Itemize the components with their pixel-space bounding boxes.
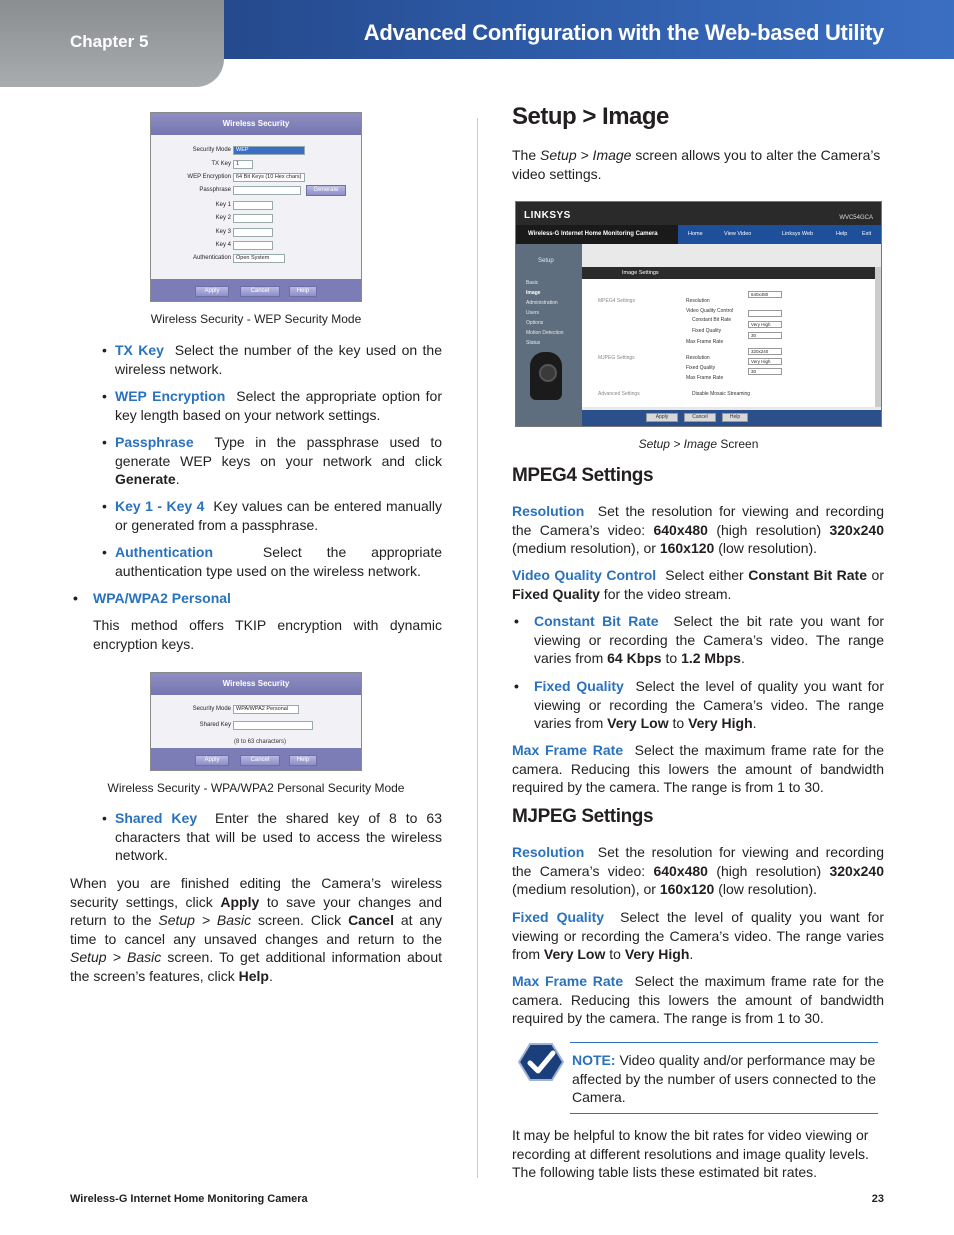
wep-passphrase-input[interactable] (233, 186, 301, 195)
lk-scrollbar[interactable] (875, 267, 881, 407)
mpeg4-res-t4: (low resolution). (714, 540, 818, 557)
final-t3: screen. Click (251, 912, 349, 929)
lk-product: Wireless-G Internet Home Monitoring Camera (516, 225, 678, 244)
wep-caption: Wireless Security - WEP Security Mode (150, 312, 362, 326)
page-number: 23 (871, 1193, 884, 1205)
setup-image-screenshot (515, 201, 882, 427)
wep-label-key2: Key 2 (215, 215, 231, 221)
bullet-cbr (514, 612, 885, 668)
wep-apply-button[interactable]: Apply (195, 286, 229, 297)
lk-label-cbr: Constant Bit Rate (692, 317, 732, 323)
final-t4: at any time to cancel any unsaved changes and return to the (70, 912, 443, 947)
bullet-keys (102, 497, 442, 534)
intro-paragraph (512, 146, 884, 183)
lk-side-users[interactable]: Users (526, 310, 540, 316)
bullet-wep-encryption (102, 387, 442, 424)
term-mfr: Max Frame Rate (512, 742, 624, 758)
fq-b2: Very High (688, 715, 753, 732)
wpa-apply-button[interactable]: Apply (195, 755, 229, 766)
bullet-authentication (102, 543, 443, 580)
term-mjpeg-resolution: Resolution (512, 844, 585, 860)
wep-key3-input[interactable] (233, 228, 273, 237)
mpeg4-res-b3: 160x120 (659, 540, 715, 557)
lk-resolution-select[interactable]: 640x480 (748, 291, 782, 298)
wep-label-wep-encryption: WEP Encryption (187, 174, 231, 180)
text-authentication: Select the appropriate authentication type used on the wireless network. (115, 544, 443, 579)
term-mjpeg-fq: Fixed Quality (512, 909, 605, 925)
lk-resolution-2-select[interactable]: 320x240 (748, 348, 782, 355)
term-shared-key: Shared Key (115, 810, 198, 826)
wpa-heading-item (73, 589, 442, 608)
fq-t3: . (752, 715, 757, 732)
note-block (572, 1051, 878, 1107)
lk-label-fq-2: Fixed Quality (686, 365, 716, 371)
final-t1: When you are finished editing the Camera’s wireless security settings, click (70, 875, 442, 910)
wep-encryption-select[interactable]: 64 Bit Keys (10 Hex chars) (233, 173, 305, 182)
cbr-t1: Select the bit rate you want for viewing or recording the Camera’s video. The range varies from (534, 613, 885, 667)
term-keys: Key 1 - Key 4 (115, 498, 205, 514)
wpa-shot-title: Wireless Security (151, 673, 361, 695)
lk-group-mjpeg: MJPEG Settings (598, 355, 635, 361)
final-paragraph (70, 874, 442, 986)
mjpeg-res-b1: 640x480 (653, 862, 708, 879)
lk-label-vqc: Video Quality Control (686, 308, 734, 314)
caption-t: Screen (717, 437, 759, 451)
mjpeg-res-b2: 320x240 (829, 862, 884, 879)
lk-setup: Setup (538, 258, 554, 264)
mpeg4-res-t3: (medium resolution), or (512, 540, 660, 557)
wpa-label-security-mode: Security Mode (192, 706, 231, 712)
lk-fq-2-select[interactable]: Very High (748, 358, 782, 365)
final-setup-basic-2: Setup > Basic (70, 949, 162, 966)
lk-group-advanced: Advanced Settings (598, 391, 640, 397)
wep-label-key1: Key 1 (215, 202, 231, 208)
lk-label-mfr: Max Frame Rate (686, 339, 724, 345)
lk-label-resolution-2: Resolution (686, 355, 710, 361)
wpa-security-screenshot (150, 672, 362, 771)
footer-product: Wireless-G Internet Home Monitoring Camera (70, 1193, 308, 1205)
intro-t2: screen allows you to alter the Camera’s video settings. (512, 147, 881, 182)
wpa-text: This method offers TKIP encryption with dynamic encryption keys. (93, 617, 442, 652)
fq-t1: Select the level of quality you want for viewing or recording the Camera’s video. The range varies from (534, 678, 884, 732)
term-tx-key: TX Key (115, 342, 164, 358)
mjpeg-res-t2: (high resolution) (707, 862, 830, 879)
vqc-t1: Select either (665, 567, 749, 583)
lk-help-button[interactable]: Help (722, 413, 748, 422)
lk-side-image[interactable]: Image (526, 290, 541, 296)
bullet-dot: • (102, 544, 107, 560)
term-mjpeg-mfr: Max Frame Rate (512, 973, 624, 989)
lk-fq-select[interactable]: Very High (748, 321, 782, 328)
bullet-dot: • (514, 678, 519, 694)
linksys-logo: LINKSYS (524, 210, 571, 221)
mjpeg-fq-t1: Select the level of quality you want for viewing or recording the Camera’s video. The range varies from (512, 909, 884, 963)
mjpeg-res-b3: 160x120 (659, 881, 715, 898)
wep-label-passphrase: Passphrase (199, 187, 231, 193)
mjpeg-fq-b2: Very High (624, 946, 690, 963)
column-divider (477, 118, 478, 1178)
bullet-fq (514, 677, 884, 733)
vqc-b1: Constant Bit Rate (748, 567, 868, 583)
closing-paragraph (512, 1126, 884, 1182)
lk-topbar (516, 202, 881, 225)
bullet-dot: • (102, 388, 107, 404)
chapter-label: Chapter 5 (70, 32, 149, 51)
final-apply: Apply (220, 893, 260, 910)
note-text: Video quality and/or performance may be affected by the number of users connected to the Camera. (572, 1052, 877, 1106)
term-authentication: Authentication (115, 544, 213, 560)
term-mpeg4-resolution: Resolution (512, 503, 585, 519)
mpeg4-heading: MPEG4 Settings (512, 465, 654, 486)
wpa-help-button[interactable]: Help (289, 755, 317, 766)
mpeg4-res-b1: 640x480 (653, 521, 708, 538)
mfr-t1: Select the maximum frame rate for the camera. Reducing this lowers the amount of bandwidth required by the camera. The range is from 1 to 30. (512, 742, 885, 796)
closing-text: It may be helpful to know the bit rates for video viewing or recording at different resolutions and image quality levels. The following table lists these estimated bit rates. (512, 1127, 869, 1181)
term-cbr: Constant Bit Rate (534, 613, 659, 629)
setup-image-caption (515, 435, 882, 454)
mjpeg-mfr (512, 972, 884, 1028)
mjpeg-fq-t3: . (689, 946, 694, 963)
wpa-security-mode-select[interactable]: WPA/WPA2 Personal (233, 705, 299, 714)
bullet-dot: • (514, 613, 519, 629)
wep-cancel-button[interactable]: Cancel (240, 286, 280, 297)
text-wep-encryption: Select the appropriate option for key length based on your network settings. (115, 388, 442, 423)
text-keys: Key values can be entered manually or generated from a passphrase. (115, 498, 442, 533)
lk-side-basic[interactable]: Basic (526, 280, 539, 286)
lk-cancel-button[interactable]: Cancel (684, 413, 716, 422)
vqc-t2: or (867, 567, 885, 583)
final-t6: . (268, 967, 273, 984)
wep-tx-key-select[interactable]: 1 (233, 160, 253, 169)
wpa-hint: (8 to 63 characters) (234, 739, 287, 745)
text-tx-key: Select the number of the key used on the wireless network. (115, 342, 443, 377)
mjpeg-res-t3: (medium resolution), or (512, 881, 660, 898)
wep-help-button[interactable]: Help (289, 286, 317, 297)
wep-label-security-mode: Security Mode (192, 147, 231, 153)
bullet-dot: • (102, 434, 107, 450)
final-cancel: Cancel (348, 912, 394, 929)
wpa-caption: Wireless Security - WPA/WPA2 Personal Security Mode (107, 781, 405, 795)
mjpeg-fq-t2: to (605, 946, 625, 963)
wep-label-authentication: Authentication (192, 255, 231, 261)
final-help: Help (238, 967, 269, 984)
wep-label-key3: Key 3 (215, 229, 231, 235)
fq-t2: to (668, 715, 689, 732)
bullet-dot: • (102, 342, 107, 358)
cbr-b1: 64 Kbps (607, 650, 662, 667)
note-label: NOTE: (572, 1052, 616, 1068)
wep-key1-input[interactable] (233, 201, 273, 210)
mjpeg-fq (512, 908, 884, 964)
section-title: Setup > Image (512, 103, 669, 130)
lk-nav-exit[interactable]: Exit (862, 231, 872, 237)
intro-em: Setup > Image (540, 147, 632, 163)
caption-em: Setup > Image (638, 437, 718, 451)
wep-label-tx-key: TX Key (211, 161, 231, 167)
page-title: Advanced Configuration with the Web-based Utility (363, 20, 884, 45)
wpa-heading: WPA/WPA2 Personal (93, 590, 231, 606)
lk-side-status[interactable]: Status (526, 340, 541, 346)
lk-nav (516, 225, 881, 244)
bullet-passphrase (102, 433, 442, 489)
wep-shot-title: Wireless Security (151, 113, 361, 135)
wep-generate-button[interactable]: Generate (306, 185, 346, 196)
term-vqc: Video Quality Control (512, 567, 657, 583)
mpeg4-vqc (512, 566, 884, 603)
lk-nav-linksys-web[interactable]: Linksys Web (782, 231, 814, 237)
mjpeg-res-t4: (low resolution). (714, 881, 818, 898)
mjpeg-res-t1: Set the resolution for viewing and recording the Camera’s video: (512, 844, 884, 879)
lk-label-resolution: Resolution (686, 298, 710, 304)
lk-button-bar (582, 410, 881, 426)
vqc-b2: Fixed Quality (512, 585, 600, 602)
wep-security-screenshot (150, 112, 362, 302)
wpa-shared-key-input[interactable] (233, 721, 313, 730)
term-passphrase: Passphrase (115, 434, 194, 450)
mjpeg-heading: MJPEG Settings (512, 806, 654, 827)
cbr-t2: to (661, 650, 682, 667)
lk-label-mosaic: Disable Mosaic Streaming (692, 391, 751, 397)
fq-b1: Very Low (607, 715, 669, 732)
lk-label-mfr-2: Max Frame Rate (686, 375, 724, 381)
bullet-dot: • (73, 590, 78, 606)
mjpeg-fq-b1: Very Low (543, 946, 606, 963)
lk-model: WVC54GCA (839, 215, 873, 221)
wep-authentication-select[interactable]: Open System (233, 254, 285, 263)
lk-mfr-2-select[interactable]: 30 (748, 368, 782, 375)
bullet-shared-key (102, 809, 442, 865)
text-shared-key: Enter the shared key of 8 to 63 characters that will be used to access the wireless network. (115, 810, 442, 864)
lk-nav-view-video[interactable]: View Video (724, 231, 752, 237)
cbr-t3: . (740, 650, 745, 667)
note-bottom-rule (570, 1113, 878, 1114)
lk-side-admin[interactable]: Administration (526, 300, 558, 306)
wpa-label-shared-key: Shared Key (199, 722, 231, 728)
cbr-b2: 1.2 Mbps (681, 650, 741, 667)
lk-nav-help[interactable]: Help (836, 231, 848, 237)
lk-cbr-select[interactable] (748, 310, 782, 317)
bullet-dot: • (102, 810, 107, 826)
lk-panel-title: Image Settings (582, 267, 875, 279)
lk-nav-home[interactable]: Home (688, 231, 703, 237)
mjpeg-mfr-t1: Select the maximum frame rate for the camera. Reducing this lowers the amount of bandwidth required by the camera. The range is from 1 to 30. (512, 973, 885, 1027)
wep-label-key4: Key 4 (215, 242, 231, 248)
lk-label-fq: Fixed Quality (692, 328, 722, 334)
chapter-tab (0, 0, 224, 87)
final-t2: to save your changes and return to the (70, 893, 442, 929)
bullet-tx-key (102, 341, 443, 378)
wep-security-mode-select[interactable]: WEP (233, 146, 305, 155)
wep-key4-input[interactable] (233, 241, 273, 250)
lk-apply-button[interactable]: Apply (646, 413, 678, 422)
mpeg4-mfr (512, 741, 884, 797)
term-fq: Fixed Quality (534, 678, 624, 694)
lk-side-options[interactable]: Options (526, 320, 544, 326)
final-setup-basic: Setup > Basic (158, 912, 252, 929)
text-end: . (175, 471, 180, 488)
bold-generate: Generate (115, 471, 176, 488)
mjpeg-resolution (512, 843, 884, 899)
lk-side-motion[interactable]: Motion Detection (526, 330, 564, 336)
lk-group-mpeg4: MPEG4 Settings (598, 298, 635, 304)
lk-main-panel (582, 267, 875, 407)
lk-mfr-select[interactable]: 30 (748, 332, 782, 339)
mpeg4-res-b2: 320x240 (829, 521, 884, 538)
camera-image (530, 352, 562, 400)
term-wep-encryption: WEP Encryption (115, 388, 226, 404)
text-passphrase: Type in the passphrase used to generate WEP keys on your network and click (115, 434, 442, 469)
mpeg4-res-t1: Set the resolution for viewing and recording the Camera’s video: (512, 503, 884, 538)
final-t5: screen. To get additional information about the screen’s features, click (70, 949, 442, 984)
wpa-cancel-button[interactable]: Cancel (240, 755, 280, 766)
note-top-rule (570, 1042, 878, 1043)
bullet-dot: • (102, 498, 107, 514)
wep-key2-input[interactable] (233, 214, 273, 223)
intro-t1: The (512, 147, 541, 163)
mpeg4-resolution (512, 502, 884, 558)
wpa-description (93, 616, 442, 653)
checkmark-icon (518, 1042, 564, 1082)
vqc-t3: for the video stream. (599, 585, 732, 602)
mpeg4-res-t2: (high resolution) (707, 521, 830, 538)
